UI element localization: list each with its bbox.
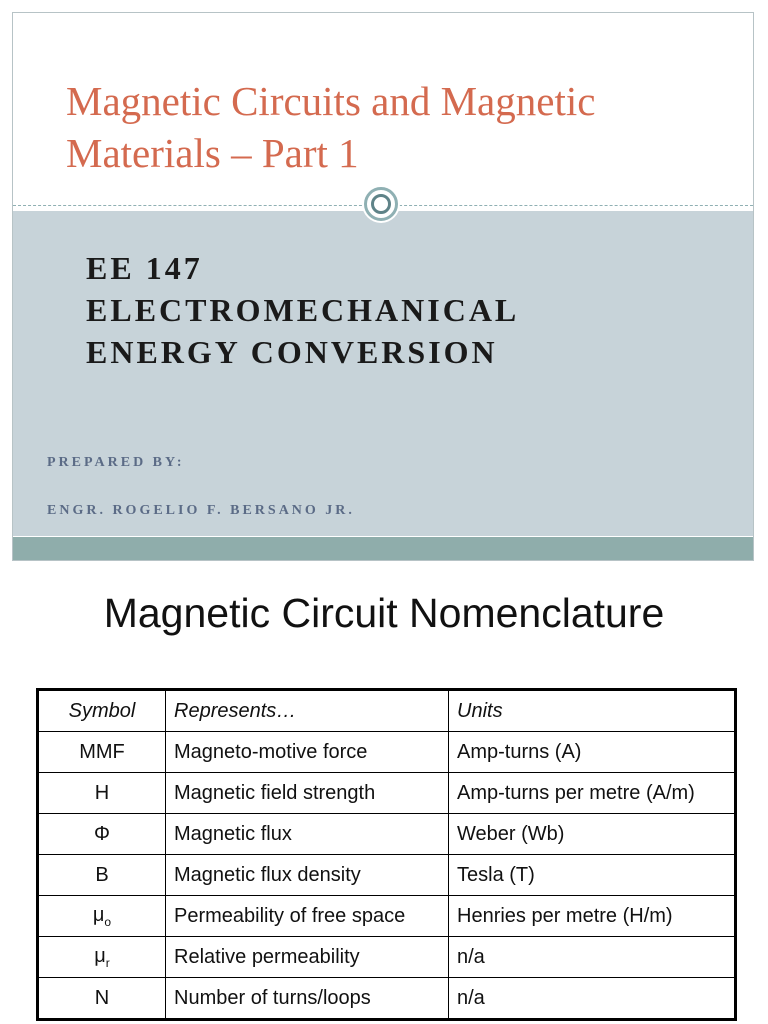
represents-cell: Relative permeability: [166, 937, 449, 978]
represents-cell: Magnetic field strength: [166, 773, 449, 814]
table-row: [38, 896, 736, 937]
table-row: [38, 855, 736, 896]
symbol-cell: [38, 814, 166, 855]
table-row: [38, 937, 736, 978]
units-cell: n/a: [449, 978, 736, 1020]
symbol-text: μ: [94, 944, 106, 967]
prepared-by-label: PREPARED BY:: [47, 455, 185, 470]
slide-title-line-1: Magnetic Circuits and Magnetic: [66, 78, 596, 124]
course-code: EE 147: [86, 250, 203, 286]
table-row: [38, 773, 736, 814]
course-name-line-1: ELECTROMECHANICAL: [86, 292, 520, 328]
symbol-cell: [38, 773, 166, 814]
symbol-cell: [38, 896, 166, 937]
circle-ornament-icon: [364, 187, 398, 221]
units-cell: n/a: [449, 937, 736, 978]
title-area: [13, 13, 753, 206]
units-cell: Amp-turns (A): [449, 732, 736, 773]
symbol-text: H: [94, 781, 110, 804]
symbol-subscript: r: [105, 955, 110, 970]
symbol-cell: [38, 978, 166, 1020]
symbol-text: N: [94, 986, 110, 1009]
nomenclature-table: [36, 688, 737, 1021]
represents-cell: Magnetic flux: [166, 814, 449, 855]
course-subtitle: [86, 247, 519, 373]
header-units: Units: [449, 690, 736, 732]
symbol-cell: [38, 937, 166, 978]
represents-cell: Magneto-motive force: [166, 732, 449, 773]
symbol-text: Φ: [94, 822, 110, 845]
units-cell: Amp-turns per metre (A/m): [449, 773, 736, 814]
slide-title: [66, 75, 726, 179]
symbol-cell: [38, 732, 166, 773]
course-name-line-2: ENERGY CONVERSION: [86, 334, 498, 370]
symbol-text: MMF: [79, 740, 125, 763]
units-cell: Tesla (T): [449, 855, 736, 896]
units-cell: Weber (Wb): [449, 814, 736, 855]
table-row: [38, 814, 736, 855]
nomenclature-heading: Magnetic Circuit Nomenclature: [103, 590, 665, 636]
circle-ornament-inner: [371, 194, 391, 214]
symbol-subscript: o: [104, 914, 112, 929]
symbol-text: μ: [92, 903, 105, 926]
slide-title-line-2: Materials – Part 1: [66, 130, 359, 176]
table-header-row: [38, 690, 736, 732]
represents-cell: Permeability of free space: [166, 896, 449, 937]
symbol-text: B: [95, 863, 109, 886]
table-row: [38, 732, 736, 773]
represents-cell: Magnetic flux density: [166, 855, 449, 896]
header-symbol: Symbol: [38, 690, 166, 732]
title-slide: [12, 12, 754, 561]
symbol-cell: [38, 855, 166, 896]
units-cell: Henries per metre (H/m): [449, 896, 736, 937]
header-represents: Represents…: [166, 690, 449, 732]
represents-cell: Number of turns/loops: [166, 978, 449, 1020]
bottom-accent-band: [13, 537, 753, 561]
table-row: [38, 978, 736, 1020]
author-name: ENGR. ROGELIO F. BERSANO JR.: [47, 503, 355, 518]
